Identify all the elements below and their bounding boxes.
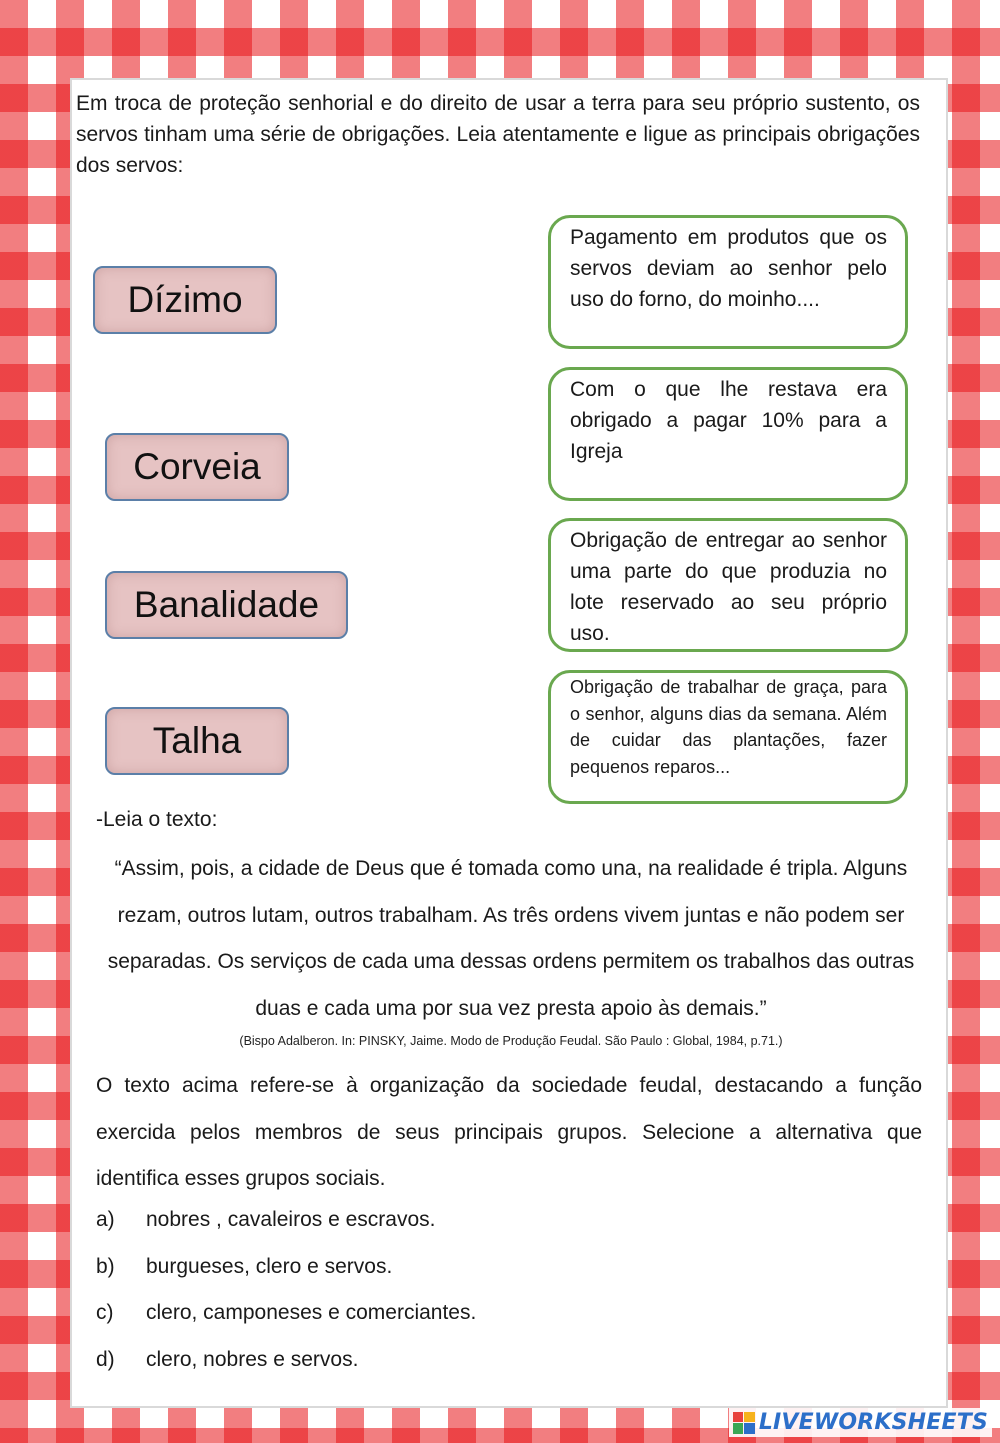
option-text: burgueses, clero e servos. — [146, 1255, 393, 1278]
definition-box-4[interactable]: Obrigação de trabalhar de graça, para o senhor, alguns dias da semana. Além de cuidar das plantações, fazer pequenos reparos... — [548, 670, 908, 804]
definition-box-2[interactable]: Com o que lhe restava era obrigado a pagar 10% para a Igreja — [548, 367, 908, 501]
definition-box-3[interactable]: Obrigação de entregar ao senhor uma parte do que produzia no lote reservado ao seu próprio uso. — [548, 518, 908, 652]
feudal-quote: “Assim, pois, a cidade de Deus que é tomada como una, na realidade é tripla. Alguns rezam, outros lutam, outros trabalham. As três ordens vivem juntas e não podem ser separadas. Os serviços de cada uma dessas ordens permitem os trabalhos das outras duas e cada uma por sua vez presta apoio às demais.” — [107, 857, 915, 1020]
option-letter: b) — [96, 1255, 115, 1278]
liveworksheets-logo — [729, 1408, 992, 1437]
option-letter: c) — [96, 1301, 114, 1324]
option-a[interactable] — [96, 1208, 435, 1232]
worksheet-page — [70, 78, 948, 1408]
liveworksheets-logo-icon — [733, 1412, 755, 1434]
option-letter: a) — [96, 1208, 115, 1231]
term-talha[interactable]: Talha — [105, 707, 289, 775]
question-text: O texto acima refere-se à organização da sociedade feudal, destacando a função exercida pelos membros de seus principais grupos. Selecione a alternativa que identifica esses grupos sociais. — [96, 1074, 922, 1190]
option-b[interactable] — [96, 1255, 392, 1279]
option-c[interactable] — [96, 1301, 476, 1325]
option-text: clero, nobres e servos. — [146, 1348, 359, 1371]
reading-label: -Leia o texto: — [96, 808, 218, 831]
intro-text: Em troca de proteção senhorial e do direito de usar a terra para seu próprio sustento, os servos tinham uma série de obrigações. Leia atentamente e ligue as principais obrigações dos servos: — [76, 92, 920, 177]
definition-box-1[interactable]: Pagamento em produtos que os servos deviam ao senhor pelo uso do forno, do moinho.... — [548, 215, 908, 349]
option-text: nobres , cavaleiros e escravos. — [146, 1208, 436, 1231]
option-text: clero, camponeses e comerciantes. — [146, 1301, 477, 1324]
term-dizimo[interactable]: Dízimo — [93, 266, 277, 334]
term-corveia[interactable]: Corveia — [105, 433, 289, 501]
option-d[interactable] — [96, 1348, 358, 1372]
term-banalidade[interactable]: Banalidade — [105, 571, 348, 639]
quote-source: (Bispo Adalberon. In: PINSKY, Jaime. Modo de Produção Feudal. São Paulo : Global, 1984, p.71.) — [239, 1034, 783, 1048]
option-letter: d) — [96, 1348, 115, 1371]
brand-text: LIVEWORKSHEETS — [758, 1410, 988, 1435]
